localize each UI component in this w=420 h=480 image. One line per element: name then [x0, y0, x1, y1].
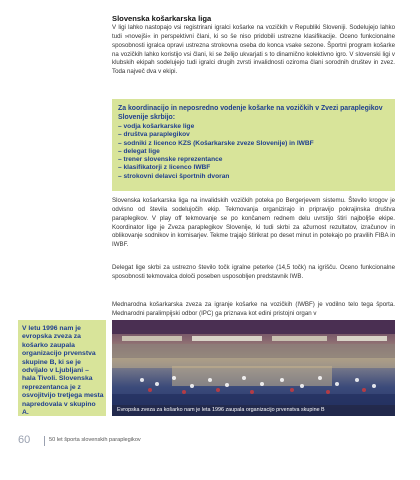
page-number: 60	[18, 434, 31, 446]
list-item: – sodniki z licenco KZS (Košarkarske zveze Slovenije) in IWBF	[118, 139, 314, 147]
footer-divider	[44, 436, 45, 446]
list-item: – društva paraplegikov	[118, 131, 190, 139]
delegate-paragraph: Delegat lige skrbi za ustrezno število točk igralne peterke (14,5 točk) na igrišču. Oceno funkcionalne sposobnosti tekmovalca določi poseben usposobljen predstavnik IWB.	[112, 264, 395, 280]
section-heading: Slovenska košarkarska liga	[112, 14, 212, 23]
intro-paragraph: V ligi lahko nastopajo vsi registrirani igralci košarke na vozičkih v Republiki Sloveniji. Sodelujejo lahko tudi »novejši« in perspektivni člani, ki so še niso pridobili ustrezne klasifikacije. Oceno funkcionalne sposobnosti igralca opravi ustrezna strokovna oseba do konca vsake sezone. Športni program košarke na vozičkih lahko koristijo vsi člani, ki se želijo ukvarjati s to dinamično kolektivno igro. V slovenski ligi v klubskih ekipah sodelujejo tudi igralci drugih zvrsti invalidnosti oziroma člani sorodnih društev in zvez. Toda največ dva v ekipi.	[112, 24, 395, 76]
coordination-box-title: Za koordinacijo in neposredno vodenje košarke na vozičkih v Zvezi paraplegikov Slovenije skrbijo:	[118, 105, 383, 122]
list-item: – klasifikatorji z licenco IWBF	[118, 164, 211, 172]
list-item: – trener slovenske reprezentance	[118, 156, 223, 164]
list-item: – delegat lige	[118, 147, 160, 155]
sidebar-box	[18, 320, 106, 416]
list-item: – vodja košarkarske lige	[118, 123, 195, 130]
photo-caption: Evropska zveza za košarko nam je leta 1996 zaupala organizacijo prvenstva skupine B	[117, 407, 325, 413]
sidebar-text: V letu 1996 nam je evropska zveza za košarko zaupala organizacijo prvenstva skupine B, ki se je odvijalo v Ljubljani – hala Tivoli. Slovenska reprezentanca je z osvojitvijo tretjega mesta napredovala v skupino A.	[22, 325, 104, 417]
coordination-box	[112, 99, 395, 191]
list-item: – strokovni delavci športnih dvoran	[118, 172, 230, 180]
coordination-list	[118, 123, 314, 181]
event-photo	[112, 320, 395, 416]
league-system-paragraph: Slovenska košarkarska liga na invalidskih vozičkih poteka po Bergerjevem sistemu. Število krogov je odvisno od števila sodelujočih ekip. Tekmovanja organizirajo in pripravijo pokrajinska društva paraplegikov. V play off tekmovanje se po končanem rednem delu uvrstijo štiri najboljše ekipe. Koordinator lige je Zveza paraplegikov Slovenije, ki tudi skrbi za ažurnost rezultatov, izračunov in oblikovanje sodnikov in komisarjev. Tekme trajajo štirikrat po deset minut in potekajo po pravilih FIBA in IWBF.	[112, 197, 395, 249]
footer-text: 50 let športa slovenskih paraplegikov	[49, 437, 141, 443]
arena-crowd-illustration	[112, 320, 395, 416]
iwbf-paragraph: Mednarodna košarkarska zveza za igranje košarke na vozičkih (IWBF) je vodilno telo tega športa. Mednarodni paralimpijski odbor (IPC) ga priznava kot edini pristojni organ v	[112, 301, 395, 317]
photo-caption-bar	[112, 405, 395, 416]
